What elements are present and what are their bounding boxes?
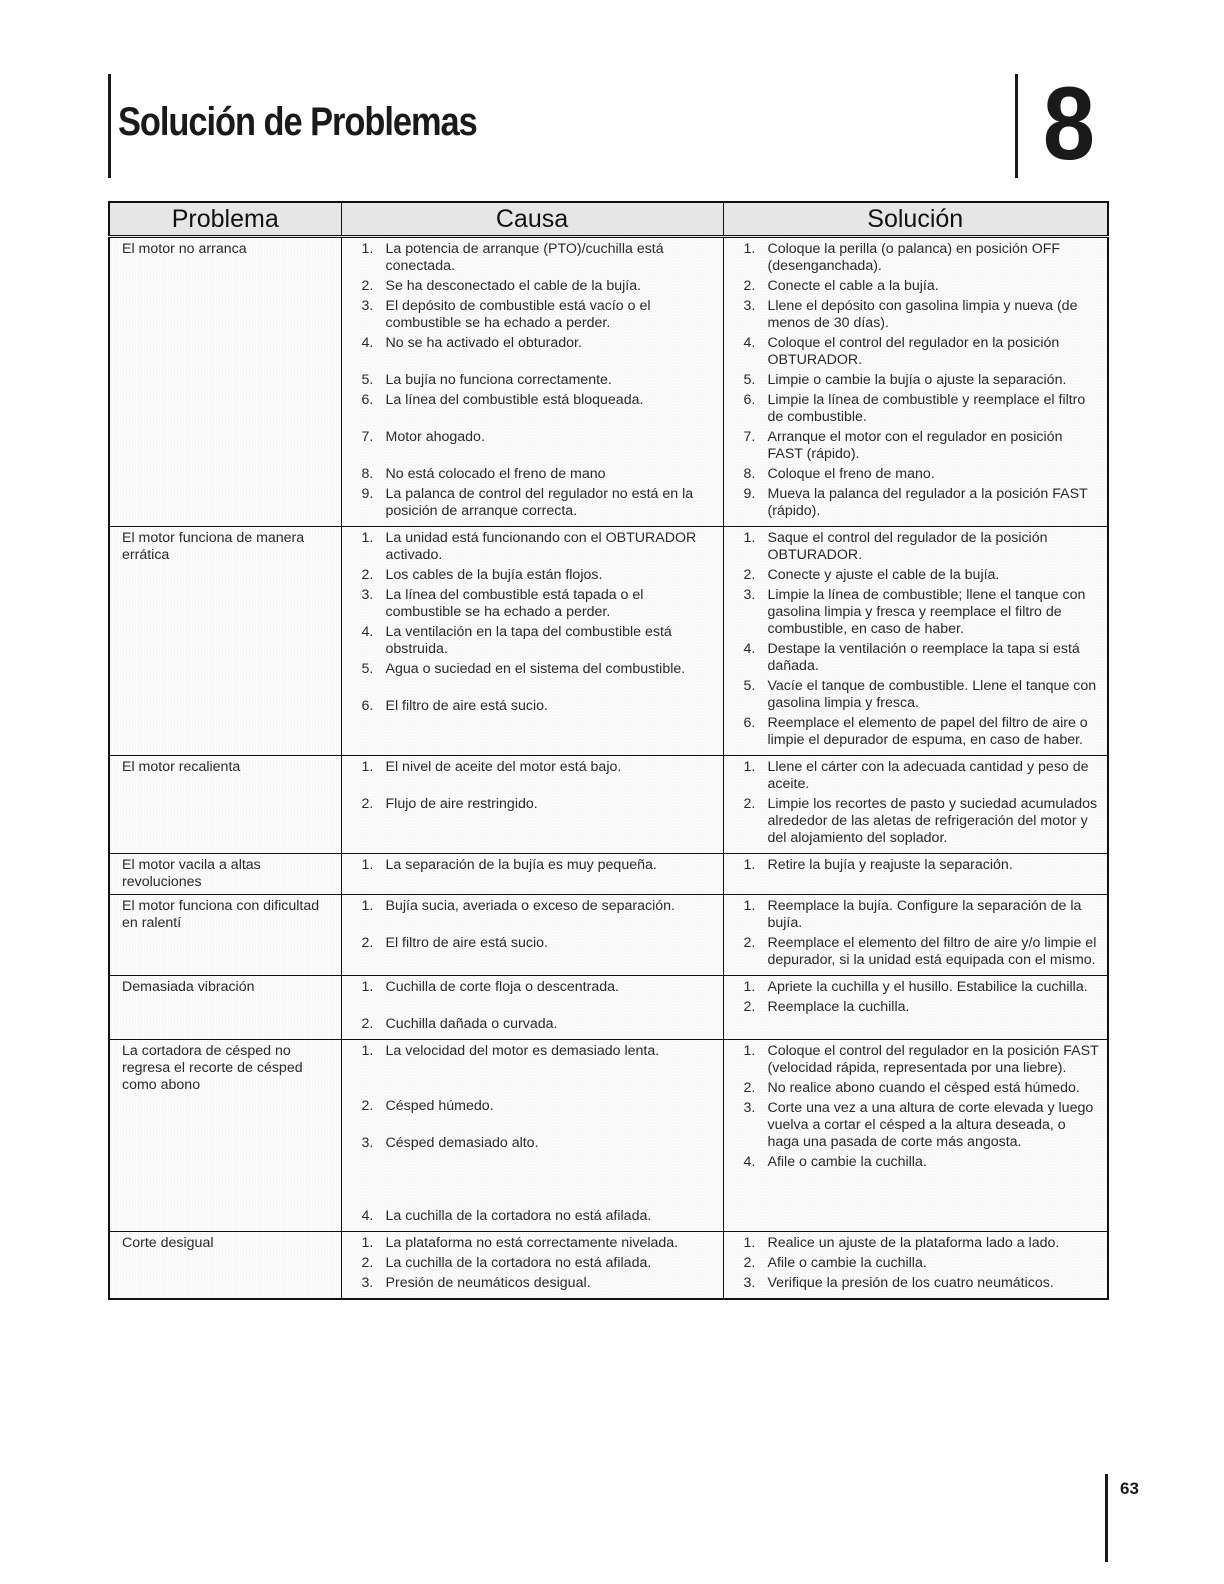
cause-list (354, 857, 715, 874)
item-text: Llene el depósito con gasolina limpia y nueva (de menos de 30 días). (767, 298, 1078, 331)
item-number: 7. (361, 429, 374, 445)
cause-item (354, 1208, 715, 1225)
item-number: 5. (361, 661, 374, 677)
solution-item (736, 796, 1100, 847)
problem-cell: Corte desigual (109, 1232, 341, 1300)
problem-cell: El motor no arranca (109, 237, 341, 527)
item-number: 3. (743, 298, 756, 314)
solution-item (736, 298, 1100, 332)
table-row (109, 895, 1108, 976)
table-row (109, 756, 1108, 854)
solution-item (736, 641, 1100, 675)
solution-item (736, 1275, 1100, 1292)
item-text: Mueva la palanca del regulador a la posición FAST (rápido). (767, 486, 1088, 519)
item-number: 1. (361, 1043, 374, 1059)
item-number: 3. (361, 298, 374, 314)
cause-item (354, 429, 715, 446)
cause-item (354, 1043, 715, 1060)
item-text: Limpie o cambie la bujía o ajuste la separación. (767, 372, 1067, 388)
solution-list (736, 759, 1100, 847)
item-number: 2. (361, 796, 374, 812)
item-number: 2. (743, 278, 756, 294)
item-text: Presión de neumáticos desigual. (385, 1275, 591, 1291)
cause-cell (341, 527, 723, 756)
solution-cell (723, 976, 1108, 1040)
table-row (109, 1040, 1108, 1232)
solution-cell (723, 854, 1108, 895)
solution-item (736, 1100, 1100, 1151)
item-number: 1. (361, 979, 374, 995)
item-number: 6. (743, 392, 756, 408)
solution-cell (723, 895, 1108, 976)
cause-item (354, 466, 715, 483)
item-number: 4. (361, 624, 374, 640)
solution-item (736, 935, 1100, 969)
cause-item (354, 587, 715, 621)
item-number: 2. (743, 935, 756, 951)
item-text: Vacíe el tanque de combustible. Llene el tanque con gasolina limpia y fresca. (767, 678, 1097, 711)
item-text: Flujo de aire restringido. (385, 796, 538, 812)
chapter-number: 8 (1042, 66, 1095, 182)
item-text: No realice abono cuando el césped está húmedo. (767, 1080, 1080, 1096)
cause-item (354, 372, 715, 389)
page-number-rule (1105, 1474, 1108, 1562)
item-text: Verifique la presión de los cuatro neumáticos. (767, 1275, 1054, 1291)
item-text: Cuchilla dañada o curvada. (385, 1016, 558, 1032)
item-number: 1. (743, 857, 756, 873)
cause-item (354, 1098, 715, 1115)
item-number: 3. (361, 587, 374, 603)
item-text: Coloque el control del regulador en la posición OBTURADOR. (767, 335, 1060, 368)
solution-list (736, 898, 1100, 969)
header-problem: Problema (109, 202, 341, 237)
item-number: 2. (361, 1098, 374, 1114)
cause-item (354, 796, 715, 813)
cause-cell (341, 1040, 723, 1232)
item-number: 2. (743, 999, 756, 1015)
solution-cell (723, 1040, 1108, 1232)
item-number: 4. (361, 1208, 374, 1224)
item-number: 7. (743, 429, 756, 445)
item-number: 1. (743, 530, 756, 546)
cause-item (354, 898, 715, 915)
item-text: Motor ahogado. (385, 429, 485, 445)
item-text: Se ha desconectado el cable de la bujía. (385, 278, 642, 294)
cause-item (354, 857, 715, 874)
item-text: La plataforma no está correctamente nivelada. (385, 1235, 679, 1251)
item-number: 2. (361, 567, 374, 583)
item-number: 1. (361, 759, 374, 775)
item-text: Afile o cambie la cuchilla. (767, 1154, 927, 1170)
solution-list (736, 241, 1100, 520)
item-number: 2. (743, 1080, 756, 1096)
solution-cell (723, 1232, 1108, 1300)
cause-cell (341, 1232, 723, 1300)
item-number: 1. (361, 1235, 374, 1251)
solution-item (736, 466, 1100, 483)
item-text: El nivel de aceite del motor está bajo. (385, 759, 622, 775)
item-number: 1. (743, 979, 756, 995)
table-row (109, 976, 1108, 1040)
item-text: Afile o cambie la cuchilla. (767, 1255, 927, 1271)
item-text: Arranque el motor con el regulador en posición FAST (rápido). (767, 429, 1063, 462)
solution-list (736, 530, 1100, 749)
solution-item (736, 898, 1100, 932)
cause-cell (341, 895, 723, 976)
item-text: El depósito de combustible está vacío o el combustible se ha echado a perder. (385, 298, 651, 331)
solution-list (736, 979, 1100, 1016)
cause-item (354, 567, 715, 584)
cause-item (354, 1255, 715, 1272)
cause-cell (341, 756, 723, 854)
solution-item (736, 567, 1100, 584)
solution-list (736, 1235, 1100, 1292)
item-number: 4. (361, 335, 374, 351)
item-text: Realice un ajuste de la plataforma lado a lado. (767, 1235, 1060, 1251)
item-number: 1. (361, 241, 374, 257)
cause-list (354, 530, 715, 715)
item-text: La potencia de arranque (PTO)/cuchilla está conectada. (385, 241, 664, 274)
cause-item (354, 698, 715, 715)
problem-cell: El motor funciona de manera errática (109, 527, 341, 756)
item-text: El filtro de aire está sucio. (385, 698, 548, 714)
header-solution: Solución (723, 202, 1108, 237)
solution-item (736, 678, 1100, 712)
item-text: La velocidad del motor es demasiado lenta. (385, 1043, 660, 1059)
cause-item (354, 392, 715, 409)
item-number: 1. (361, 530, 374, 546)
chapter-divider-rule (1015, 74, 1018, 178)
item-number: 3. (743, 1100, 756, 1116)
solution-item (736, 241, 1100, 275)
cause-item (354, 1135, 715, 1152)
solution-item (736, 1080, 1100, 1097)
item-number: 1. (743, 759, 756, 775)
item-number: 2. (743, 567, 756, 583)
item-number: 4. (743, 1154, 756, 1170)
solution-item (736, 979, 1100, 996)
solution-item (736, 1235, 1100, 1252)
item-text: Reemplace la cuchilla. (767, 999, 910, 1015)
item-number: 4. (743, 335, 756, 351)
solution-item (736, 1255, 1100, 1272)
solution-cell (723, 237, 1108, 527)
item-number: 1. (743, 1043, 756, 1059)
problem-cell: Demasiada vibración (109, 976, 341, 1040)
table-header-row (109, 202, 1108, 237)
item-text: Apriete la cuchilla y el husillo. Estabilice la cuchilla. (767, 979, 1088, 995)
item-number: 1. (743, 241, 756, 257)
cause-item (354, 335, 715, 352)
item-text: Reemplace la bujía. Configure la separación de la bujía. (767, 898, 1082, 931)
item-number: 5. (743, 678, 756, 694)
item-text: Retire la bujía y reajuste la separación. (767, 857, 1013, 873)
table-row (109, 527, 1108, 756)
item-number: 2. (361, 1255, 374, 1271)
item-number: 2. (361, 935, 374, 951)
cause-item (354, 241, 715, 275)
item-text: Reemplace el elemento del filtro de aire y/o limpie el depurador, si la unidad está equipada con el mismo. (767, 935, 1097, 968)
cause-item (354, 624, 715, 658)
item-number: 2. (361, 1016, 374, 1032)
item-text: Limpie los recortes de pasto y suciedad acumulados alrededor de las aletas de refrigeración del motor y del alojamiento del soplador. (767, 796, 1098, 846)
cause-list (354, 1043, 715, 1225)
item-text: Bujía sucia, averiada o exceso de separación. (385, 898, 675, 914)
item-text: La unidad está funcionando con el OBTURADOR activado. (385, 530, 697, 563)
cause-item (354, 661, 715, 678)
solution-item (736, 715, 1100, 749)
solution-item (736, 759, 1100, 793)
cause-item (354, 759, 715, 776)
solution-list (736, 1043, 1100, 1171)
item-text: Destape la ventilación o reemplace la tapa si está dañada. (767, 641, 1080, 674)
cause-item (354, 298, 715, 332)
solution-item (736, 1154, 1100, 1171)
item-number: 6. (361, 392, 374, 408)
item-number: 6. (361, 698, 374, 714)
item-number: 3. (743, 587, 756, 603)
item-text: La cuchilla de la cortadora no está afilada. (385, 1208, 652, 1224)
item-text: Cuchilla de corte floja o descentrada. (385, 979, 619, 995)
troubleshooting-table (108, 201, 1109, 1300)
item-text: El filtro de aire está sucio. (385, 935, 548, 951)
cause-item (354, 1235, 715, 1252)
item-number: 5. (361, 372, 374, 388)
item-text: No está colocado el freno de mano (385, 466, 606, 482)
table-row (109, 1232, 1108, 1300)
cause-list (354, 241, 715, 520)
item-text: Conecte y ajuste el cable de la bujía. (767, 567, 1000, 583)
item-text: Llene el cárter con la adecuada cantidad y peso de aceite. (767, 759, 1089, 792)
solution-item (736, 335, 1100, 369)
cause-item (354, 935, 715, 952)
cause-item (354, 486, 715, 520)
item-number: 1. (743, 1235, 756, 1251)
page-number: 63 (1120, 1479, 1139, 1498)
cause-item (354, 979, 715, 996)
solution-item (736, 1043, 1100, 1077)
item-text: La línea del combustible está bloqueada. (385, 392, 644, 408)
cause-list (354, 979, 715, 1033)
item-text: Conecte el cable a la bujía. (767, 278, 939, 294)
item-number: 1. (361, 898, 374, 914)
item-number: 9. (361, 486, 374, 502)
item-number: 2. (743, 1255, 756, 1271)
item-number: 4. (743, 641, 756, 657)
cause-item (354, 1016, 715, 1033)
item-number: 9. (743, 486, 756, 502)
cause-item (354, 278, 715, 295)
item-number: 3. (743, 1275, 756, 1291)
item-text: Coloque la perilla (o palanca) en posición OFF (desenganchada). (767, 241, 1061, 274)
table-row (109, 237, 1108, 527)
item-number: 1. (743, 898, 756, 914)
item-text: Limpie la línea de combustible y reemplace el filtro de combustible. (767, 392, 1086, 425)
title-left-rule (108, 74, 111, 178)
item-number: 8. (361, 466, 374, 482)
solution-item (736, 372, 1100, 389)
solution-item (736, 857, 1100, 874)
item-number: 3. (361, 1135, 374, 1151)
problem-cell: El motor vacila a altas revoluciones (109, 854, 341, 895)
item-text: Césped demasiado alto. (385, 1135, 539, 1151)
item-text: No se ha activado el obturador. (385, 335, 582, 351)
item-text: La línea del combustible está tapada o el combustible se ha echado a perder. (385, 587, 644, 620)
item-text: Saque el control del regulador de la posición OBTURADOR. (767, 530, 1048, 563)
cause-cell (341, 976, 723, 1040)
item-text: Corte una vez a una altura de corte elevada y luego vuelva a cortar el césped a la altura deseada, o haga una pasada de corte más angosta. (767, 1100, 1094, 1150)
problem-cell: El motor recalienta (109, 756, 341, 854)
item-number: 8. (743, 466, 756, 482)
solution-list (736, 857, 1100, 874)
cause-item (354, 530, 715, 564)
cause-list (354, 1235, 715, 1292)
item-number: 2. (361, 278, 374, 294)
item-text: Coloque el freno de mano. (767, 466, 935, 482)
solution-item (736, 999, 1100, 1016)
solution-item (736, 392, 1100, 426)
item-text: La ventilación en la tapa del combustible está obstruida. (385, 624, 672, 657)
solution-cell (723, 756, 1108, 854)
item-text: Los cables de la bujía están flojos. (385, 567, 603, 583)
cause-item (354, 1275, 715, 1292)
problem-cell: El motor funciona con dificultad en ralentí (109, 895, 341, 976)
item-text: Agua o suciedad en el sistema del combustible. (385, 661, 686, 677)
solution-item (736, 587, 1100, 638)
item-text: La palanca de control del regulador no está en la posición de arranque correcta. (385, 486, 694, 519)
cause-cell (341, 237, 723, 527)
item-number: 1. (361, 857, 374, 873)
item-text: Limpie la línea de combustible; llene el tanque con gasolina limpia y fresca y reemplace el filtro de combustible, en caso de haber. (767, 587, 1086, 637)
solution-item (736, 429, 1100, 463)
item-number: 3. (361, 1275, 374, 1291)
item-number: 5. (743, 372, 756, 388)
solution-cell (723, 527, 1108, 756)
problem-cell: La cortadora de césped no regresa el recorte de césped como abono (109, 1040, 341, 1232)
item-text: Reemplace el elemento de papel del filtro de aire o limpie el depurador de espuma, en caso de haber. (767, 715, 1088, 748)
item-number: 6. (743, 715, 756, 731)
item-text: La bujía no funciona correctamente. (385, 372, 612, 388)
solution-item (736, 278, 1100, 295)
header-cause: Causa (341, 202, 723, 237)
cause-list (354, 898, 715, 952)
solution-item (736, 530, 1100, 564)
table-row (109, 854, 1108, 895)
item-text: Césped húmedo. (385, 1098, 494, 1114)
solution-item (736, 486, 1100, 520)
item-text: Coloque el control del regulador en la posición FAST (velocidad rápida, representada por una liebre). (767, 1043, 1099, 1076)
item-text: La cuchilla de la cortadora no está afilada. (385, 1255, 652, 1271)
cause-cell (341, 854, 723, 895)
cause-list (354, 759, 715, 813)
item-number: 2. (743, 796, 756, 812)
item-text: La separación de la bujía es muy pequeña. (385, 857, 657, 873)
page-title: Solución de Problemas (118, 100, 477, 144)
